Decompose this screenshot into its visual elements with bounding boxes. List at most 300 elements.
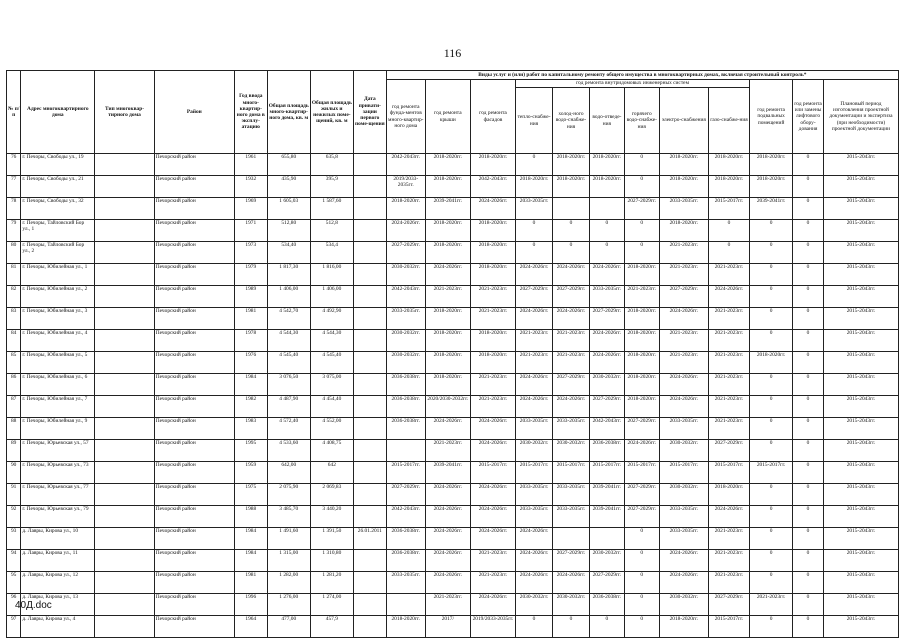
cell-cold-water: 2018-2020гг. xyxy=(553,154,590,176)
cell-address: г. Печоры, Юбилейная ул., 9 xyxy=(21,418,95,440)
cell-facade-repair: 2019/2033-2035гг. xyxy=(470,616,515,638)
cell-hot-water: 0 xyxy=(624,220,659,242)
cell-facade-repair: 2024-2026гг. xyxy=(470,440,515,462)
cell-row-number: 85 xyxy=(7,352,21,374)
cell-basement: 0 xyxy=(750,572,793,594)
cell-heat-supply: 2021-2023гг. xyxy=(516,330,553,352)
cell-district: Печорский район xyxy=(154,198,234,220)
cell-facade-repair: 2024-2026гг. xyxy=(470,484,515,506)
cell-cold-water: 2024-2026гг. xyxy=(553,264,590,286)
cell-row-number: 91 xyxy=(7,484,21,506)
cell-total-area: 4 533,60 xyxy=(267,440,310,462)
cell-electric: 2024-2026гг. xyxy=(659,572,708,594)
cell-living-area: 512,8 xyxy=(310,220,353,242)
cell-living-area: 1 310,80 xyxy=(310,550,353,572)
cell-row-number: 93 xyxy=(7,528,21,550)
cell-row-number: 87 xyxy=(7,396,21,418)
cell-gas: 2021-2023гг. xyxy=(708,374,749,396)
cell-fund-repair: 2030-2032гг. xyxy=(386,330,425,352)
cell-district: Печорский район xyxy=(154,528,234,550)
header-gas: газо-снабже-ния xyxy=(708,88,749,154)
cell-row-number: 78 xyxy=(7,198,21,220)
cell-living-area: 3 075,00 xyxy=(310,374,353,396)
cell-privat-date xyxy=(353,220,386,242)
cell-fund-repair: 2036-2038гг. xyxy=(386,374,425,396)
table-row xyxy=(7,528,899,550)
cell-year: 1961 xyxy=(234,154,267,176)
cell-roof-repair: 2018-2020гг. xyxy=(425,308,470,330)
cell-district: Печорский район xyxy=(154,264,234,286)
cell-lift: 0 xyxy=(793,440,824,462)
cell-privat-date xyxy=(353,506,386,528)
cell-address: г. Печоры, Свободы ул., 19 xyxy=(21,154,95,176)
cell-year: 1964 xyxy=(234,616,267,638)
cell-house-type xyxy=(95,528,155,550)
cell-house-type xyxy=(95,440,155,462)
cell-address: г. Печоры, Свободы ул., 32 xyxy=(21,198,95,220)
cell-gas: 2015-2017гг. xyxy=(708,616,749,638)
cell-facade-repair: 2018-2020гг. xyxy=(470,264,515,286)
cell-drainage: 2030-2032гг. xyxy=(589,550,624,572)
cell-hot-water: 2027-2029гг. xyxy=(624,484,659,506)
cell-address: д. Лавры, Кирова ул., 11 xyxy=(21,550,95,572)
cell-basement: 0 xyxy=(750,418,793,440)
cell-drainage: 2030-2032гг. xyxy=(589,374,624,396)
cell-year: 1959 xyxy=(234,462,267,484)
table-row xyxy=(7,286,899,308)
cell-living-area: 4 544,30 xyxy=(310,330,353,352)
footer-filename: 40Д.doc xyxy=(15,600,52,611)
cell-planned-period: 2015-2043гг. xyxy=(823,506,898,528)
table-row xyxy=(7,440,899,462)
cell-living-area: 1 587,60 xyxy=(310,198,353,220)
cell-house-type xyxy=(95,506,155,528)
cell-house-type xyxy=(95,550,155,572)
cell-drainage: 2039-2041гг. xyxy=(589,484,624,506)
cell-drainage: 2027-2029гг. xyxy=(589,396,624,418)
cell-address: г. Печоры, Свободы ул., 21 xyxy=(21,176,95,198)
cell-drainage xyxy=(589,528,624,550)
cell-house-type xyxy=(95,308,155,330)
cell-cold-water: 2027-2029гг. xyxy=(553,550,590,572)
cell-planned-period: 2015-2043гг. xyxy=(823,242,898,264)
cell-house-type xyxy=(95,396,155,418)
cell-basement: 0 xyxy=(750,264,793,286)
cell-privat-date xyxy=(353,242,386,264)
cell-facade-repair: 2024-2026гг. xyxy=(470,594,515,616)
cell-living-area: 1 274,00 xyxy=(310,594,353,616)
cell-facade-repair: 2021-2023гг. xyxy=(470,396,515,418)
cell-heat-supply: 2030-2032гг. xyxy=(516,440,553,462)
cell-fund-repair: 2027-2029гг. xyxy=(386,242,425,264)
cell-basement: 0 xyxy=(750,440,793,462)
cell-drainage: 2024-2026гг. xyxy=(589,330,624,352)
cell-facade-repair: 2024-2026гг. xyxy=(470,418,515,440)
table-row xyxy=(7,330,899,352)
cell-house-type xyxy=(95,330,155,352)
cell-facade-repair: 2015-2017гг. xyxy=(470,462,515,484)
cell-hot-water: 0 xyxy=(624,550,659,572)
page-number: 116 xyxy=(443,46,462,60)
cell-hot-water: 2015-2017гг. xyxy=(624,462,659,484)
cell-row-number: 83 xyxy=(7,308,21,330)
cell-year: 1984 xyxy=(234,374,267,396)
header-address: Адрес многоквартирного дома xyxy=(21,71,95,154)
cell-house-type xyxy=(95,242,155,264)
cell-lift: 0 xyxy=(793,264,824,286)
cell-roof-repair: 2020/2030-2032гг. xyxy=(425,396,470,418)
cell-address: г. Печоры, Юрьевская ул., 73 xyxy=(21,462,95,484)
cell-privat-date xyxy=(353,484,386,506)
cell-facade-repair: 2018-2020гг. xyxy=(470,330,515,352)
cell-lift: 0 xyxy=(793,220,824,242)
cell-address: д. Лавры, Кирова ул., 12 xyxy=(21,572,95,594)
cell-house-type xyxy=(95,374,155,396)
cell-basement: 2018-2020гг. xyxy=(750,176,793,198)
cell-basement: 0 xyxy=(750,528,793,550)
cell-address: г. Печоры, Тайловский Бор ул., 1 xyxy=(21,220,95,242)
cell-district: Печорский район xyxy=(154,572,234,594)
cell-address: г. Печоры, Юбилейная ул., 3 xyxy=(21,308,95,330)
cell-gas: 2015-2017гг. xyxy=(708,462,749,484)
cell-electric: 2030-2032гг. xyxy=(659,594,708,616)
cell-row-number: 86 xyxy=(7,374,21,396)
cell-total-area: 1 315,00 xyxy=(267,550,310,572)
cell-basement: 0 xyxy=(750,484,793,506)
cell-house-type xyxy=(95,616,155,638)
cell-house-type xyxy=(95,220,155,242)
cell-year: 1995 xyxy=(234,440,267,462)
cell-district: Печорский район xyxy=(154,484,234,506)
table-row xyxy=(7,198,899,220)
header-row-1 xyxy=(7,71,899,80)
cell-heat-supply: 2018-2020гг. xyxy=(516,176,553,198)
cell-drainage: 2024-2026гг. xyxy=(589,352,624,374)
cell-planned-period: 2015-2043гг. xyxy=(823,264,898,286)
cell-roof-repair: 2021-2023гг. xyxy=(425,286,470,308)
cell-planned-period: 2015-2043гг. xyxy=(823,352,898,374)
cell-address: г. Печоры, Юбилейная ул., 7 xyxy=(21,396,95,418)
cell-year: 1983 xyxy=(234,418,267,440)
cell-roof-repair: 2018-2020гг. xyxy=(425,220,470,242)
cell-hot-water: 2018-2020гг. xyxy=(624,308,659,330)
cell-gas: 2021-2023гг. xyxy=(708,308,749,330)
cell-roof-repair: 2021-2023гг. xyxy=(425,440,470,462)
cell-house-type xyxy=(95,484,155,506)
table-row xyxy=(7,550,899,572)
table-row xyxy=(7,572,899,594)
cell-electric: 2021-2023гг. xyxy=(659,242,708,264)
cell-address: г. Печоры, Юрьевская ул., 79 xyxy=(21,506,95,528)
cell-year: 1932 xyxy=(234,176,267,198)
cell-lift: 0 xyxy=(793,572,824,594)
cell-cold-water: 2027-2029гг. xyxy=(553,286,590,308)
cell-year: 1996 xyxy=(234,594,267,616)
cell-basement: 2018-2020гг. xyxy=(750,352,793,374)
header-district: Район xyxy=(154,71,234,154)
cell-heat-supply: 2024-2026гг. xyxy=(516,374,553,396)
cell-gas: 2021-2023гг. xyxy=(708,418,749,440)
cell-hot-water: 2024-2026гг. xyxy=(624,440,659,462)
cell-gas: 2018-2020гг. xyxy=(708,484,749,506)
cell-total-area: 1 282,00 xyxy=(267,572,310,594)
cell-row-number: 81 xyxy=(7,264,21,286)
cell-living-area: 1 281,20 xyxy=(310,572,353,594)
cell-district: Печорский район xyxy=(154,220,234,242)
cell-cold-water xyxy=(553,198,590,220)
cell-address: г. Печоры, Юбилейная ул., 1 xyxy=(21,264,95,286)
cell-year: 1981 xyxy=(234,308,267,330)
cell-fund-repair: 2030-2032гг. xyxy=(386,352,425,374)
cell-hot-water: 2027-2029гг. xyxy=(624,506,659,528)
header-basement: год ремонта подвальных помещений xyxy=(750,80,793,154)
cell-heat-supply: 2033-2035гг. xyxy=(516,418,553,440)
cell-hot-water: 2018-2020гг. xyxy=(624,352,659,374)
cell-drainage: 2042-2043гг. xyxy=(589,418,624,440)
cell-year: 1981 xyxy=(234,572,267,594)
cell-district: Печорский район xyxy=(154,506,234,528)
cell-address: д. Лавры, Кирова ул., 10 xyxy=(21,528,95,550)
cell-basement: 0 xyxy=(750,286,793,308)
cell-hot-water: 2018-2020гг. xyxy=(624,264,659,286)
cell-facade-repair: 2021-2023гг. xyxy=(470,572,515,594)
cell-facade-repair: 2018-2020гг. xyxy=(470,220,515,242)
cell-privat-date xyxy=(353,154,386,176)
header-drainage: водо-отведе-ния xyxy=(589,88,624,154)
cell-planned-period: 2015-2043гг. xyxy=(823,330,898,352)
cell-hot-water: 2027-2029гг. xyxy=(624,418,659,440)
cell-privat-date xyxy=(353,374,386,396)
cell-fund-repair: 2036-2038гг. xyxy=(386,396,425,418)
cell-drainage: 2027-2029гг. xyxy=(589,308,624,330)
cell-row-number: 80 xyxy=(7,242,21,264)
cell-total-area: 512,80 xyxy=(267,220,310,242)
cell-fund-repair: 2030-2032гг. xyxy=(386,264,425,286)
cell-lift: 0 xyxy=(793,506,824,528)
cell-year: 1982 xyxy=(234,396,267,418)
cell-living-area: 4 545,40 xyxy=(310,352,353,374)
cell-planned-period: 2015-2043гг. xyxy=(823,616,898,638)
cell-district: Печорский район xyxy=(154,440,234,462)
cell-planned-period: 2015-2043гг. xyxy=(823,572,898,594)
cell-living-area: 2 069,83 xyxy=(310,484,353,506)
cell-cold-water: 2018-2020гг. xyxy=(553,176,590,198)
cell-total-area: 3 076,50 xyxy=(267,374,310,396)
cell-district: Печорский район xyxy=(154,286,234,308)
header-engineering: год ремонта внутридомовых инженерных систем xyxy=(516,80,750,88)
cell-living-area: 1 391,50 xyxy=(310,528,353,550)
cell-lift: 0 xyxy=(793,462,824,484)
cell-lift: 0 xyxy=(793,154,824,176)
cell-planned-period: 2015-2043гг. xyxy=(823,594,898,616)
table-row xyxy=(7,616,899,638)
cell-cold-water: 2030-2032гг. xyxy=(553,440,590,462)
cell-district: Печорский район xyxy=(154,352,234,374)
cell-district: Печорский район xyxy=(154,374,234,396)
cell-roof-repair: 2039-2041гг. xyxy=(425,198,470,220)
cell-living-area: 4 552,00 xyxy=(310,418,353,440)
cell-gas: 2024-2026гг. xyxy=(708,286,749,308)
cell-cold-water xyxy=(553,528,590,550)
cell-gas: 2021-2023гг. xyxy=(708,396,749,418)
cell-planned-period: 2015-2043гг. xyxy=(823,154,898,176)
cell-electric: 2030-2032гг. xyxy=(659,484,708,506)
cell-privat-date xyxy=(353,286,386,308)
cell-district: Печорский район xyxy=(154,594,234,616)
cell-drainage: 2015-2017гг. xyxy=(589,462,624,484)
cell-heat-supply: 2015-2017гг. xyxy=(516,462,553,484)
cell-gas: 2027-2029гг. xyxy=(708,440,749,462)
cell-roof-repair: 2018-2020гг. xyxy=(425,242,470,264)
header-year: Год ввода много-квартир-ного дома в эксплу-атацию xyxy=(234,71,267,154)
header-house-type: Тип многоквар-тирного дома xyxy=(95,71,155,154)
cell-planned-period: 2015-2043гг. xyxy=(823,418,898,440)
cell-drainage: 2039-2041гг. xyxy=(589,506,624,528)
cell-drainage: 2033-2035гг. xyxy=(589,286,624,308)
cell-district: Печорский район xyxy=(154,154,234,176)
cell-roof-repair: 2039-2041гг. xyxy=(425,462,470,484)
cell-drainage xyxy=(589,198,624,220)
header-cold-water: холод-ного водо-снабже-ния xyxy=(553,88,590,154)
cell-hot-water: 0 xyxy=(624,154,659,176)
cell-privat-date: 26.01.2011 xyxy=(353,528,386,550)
cell-heat-supply: 2027-2029гг. xyxy=(516,286,553,308)
cell-lift: 0 xyxy=(793,484,824,506)
cell-heat-supply: 0 xyxy=(516,616,553,638)
cell-district: Печорский район xyxy=(154,396,234,418)
cell-living-area: 534,4 xyxy=(310,242,353,264)
cell-basement: 0 xyxy=(750,308,793,330)
cell-gas: 2018-2020гг. xyxy=(708,154,749,176)
cell-roof-repair: 2018-2020гг. xyxy=(425,154,470,176)
cell-fund-repair: 2027-2029гг. xyxy=(386,484,425,506)
cell-electric: 2027-2029гг. xyxy=(659,286,708,308)
cell-heat-supply: 2033-2035гг. xyxy=(516,506,553,528)
cell-living-area: 1 816,00 xyxy=(310,264,353,286)
cell-house-type xyxy=(95,462,155,484)
cell-district: Печорский район xyxy=(154,462,234,484)
cell-address: г. Печоры, Юбилейная ул., 4 xyxy=(21,330,95,352)
cell-roof-repair: 2024-2026гг. xyxy=(425,484,470,506)
cell-facade-repair: 2024-2026гг. xyxy=(470,528,515,550)
cell-living-area: 3 440,20 xyxy=(310,506,353,528)
cell-privat-date xyxy=(353,264,386,286)
table-row xyxy=(7,176,899,198)
cell-gas: 2015-2017гг. xyxy=(708,198,749,220)
cell-total-area: 4 542,70 xyxy=(267,308,310,330)
cell-electric: 2024-2026гг. xyxy=(659,308,708,330)
cell-living-area: 1 406,00 xyxy=(310,286,353,308)
cell-electric: 2018-2020гг. xyxy=(659,154,708,176)
cell-facade-repair: 2042-2043гг. xyxy=(470,176,515,198)
cell-district: Печорский район xyxy=(154,308,234,330)
cell-planned-period: 2015-2043гг. xyxy=(823,176,898,198)
cell-fund-repair: 2033-2035гг. xyxy=(386,572,425,594)
cell-planned-period: 2015-2043гг. xyxy=(823,396,898,418)
cell-cold-water: 2024-2026гг. xyxy=(553,308,590,330)
cell-roof-repair: 2024-2026гг. xyxy=(425,506,470,528)
cell-planned-period: 2015-2043гг. xyxy=(823,528,898,550)
cell-roof-repair: 2024-2026гг. xyxy=(425,550,470,572)
cell-gas: 2021-2023гг. xyxy=(708,572,749,594)
cell-fund-repair: 2042-2043гг. xyxy=(386,154,425,176)
cell-house-type xyxy=(95,198,155,220)
cell-lift: 0 xyxy=(793,286,824,308)
cell-district: Печорский район xyxy=(154,550,234,572)
cell-basement: 2015-2017гг. xyxy=(750,462,793,484)
cell-facade-repair: 2018-2020гг. xyxy=(470,154,515,176)
cell-drainage: 2027-2029гг. xyxy=(589,572,624,594)
cell-electric: 2024-2026гг. xyxy=(659,550,708,572)
table-row xyxy=(7,506,899,528)
cell-basement: 0 xyxy=(750,506,793,528)
cell-electric: 2033-2035гг. xyxy=(659,506,708,528)
cell-privat-date xyxy=(353,594,386,616)
cell-fund-repair xyxy=(386,440,425,462)
cell-house-type xyxy=(95,286,155,308)
cell-basement: 0 xyxy=(750,242,793,264)
cell-address: г. Печоры, Юбилейная ул., 5 xyxy=(21,352,95,374)
cell-privat-date xyxy=(353,462,386,484)
cell-total-area: 1 406,00 xyxy=(267,286,310,308)
cell-facade-repair: 2018-2020гг. xyxy=(470,352,515,374)
table-row xyxy=(7,308,899,330)
cell-basement: 0 xyxy=(750,330,793,352)
cell-planned-period: 2015-2043гг. xyxy=(823,374,898,396)
cell-drainage: 2036-2038гг. xyxy=(589,440,624,462)
header-group: Виды услуг и (или) работ по капитальному ремонту общего имущества в многоквартирных домах, включая строительный контроль* xyxy=(386,71,898,80)
cell-roof-repair: 2018-2020гг. xyxy=(425,374,470,396)
cell-living-area: 642 xyxy=(310,462,353,484)
header-num: № п/п xyxy=(7,71,21,154)
cell-year: 1969 xyxy=(234,198,267,220)
cell-cold-water: 2021-2023гг. xyxy=(553,330,590,352)
header-privat-date: Дата привати-зации первого поме-щения xyxy=(353,71,386,154)
cell-hot-water: 0 xyxy=(624,572,659,594)
cell-address: г. Печоры, Юрьевская ул., 77 xyxy=(21,484,95,506)
cell-roof-repair: 2018-2020гг. xyxy=(425,330,470,352)
cell-hot-water: 0 xyxy=(624,176,659,198)
cell-facade-repair: 2024-2026гг. xyxy=(470,198,515,220)
cell-roof-repair: 2018-2020гг. xyxy=(425,352,470,374)
cell-lift: 0 xyxy=(793,198,824,220)
cell-gas: 0 xyxy=(708,242,749,264)
cell-planned-period: 2015-2043гг. xyxy=(823,462,898,484)
cell-privat-date xyxy=(353,176,386,198)
cell-fund-repair: 2042-2043гг. xyxy=(386,286,425,308)
cell-planned-period: 2015-2043гг. xyxy=(823,198,898,220)
cell-electric: 2021-2023гг. xyxy=(659,352,708,374)
cell-basement: 2018-2020гг. xyxy=(750,154,793,176)
cell-heat-supply: 2024-2026гг. xyxy=(516,550,553,572)
cell-row-number: 90 xyxy=(7,462,21,484)
cell-planned-period: 2015-2043гг. xyxy=(823,440,898,462)
cell-year: 1988 xyxy=(234,506,267,528)
table-row xyxy=(7,154,899,176)
cell-lift: 0 xyxy=(793,374,824,396)
cell-row-number: 77 xyxy=(7,176,21,198)
header-hot-water: горячего водо-снабже-ния xyxy=(624,88,659,154)
cell-privat-date xyxy=(353,198,386,220)
cell-row-number: 76 xyxy=(7,154,21,176)
cell-living-area: 4 492,90 xyxy=(310,308,353,330)
cell-address: г. Печоры, Юбилейная ул., 6 xyxy=(21,374,95,396)
cell-living-area: 457,9 xyxy=(310,616,353,638)
cell-facade-repair: 2021-2023гг. xyxy=(470,374,515,396)
cell-gas: 2027-2029гг. xyxy=(708,594,749,616)
cell-lift: 0 xyxy=(793,176,824,198)
header-roof: год ремонта крыши xyxy=(425,80,470,154)
